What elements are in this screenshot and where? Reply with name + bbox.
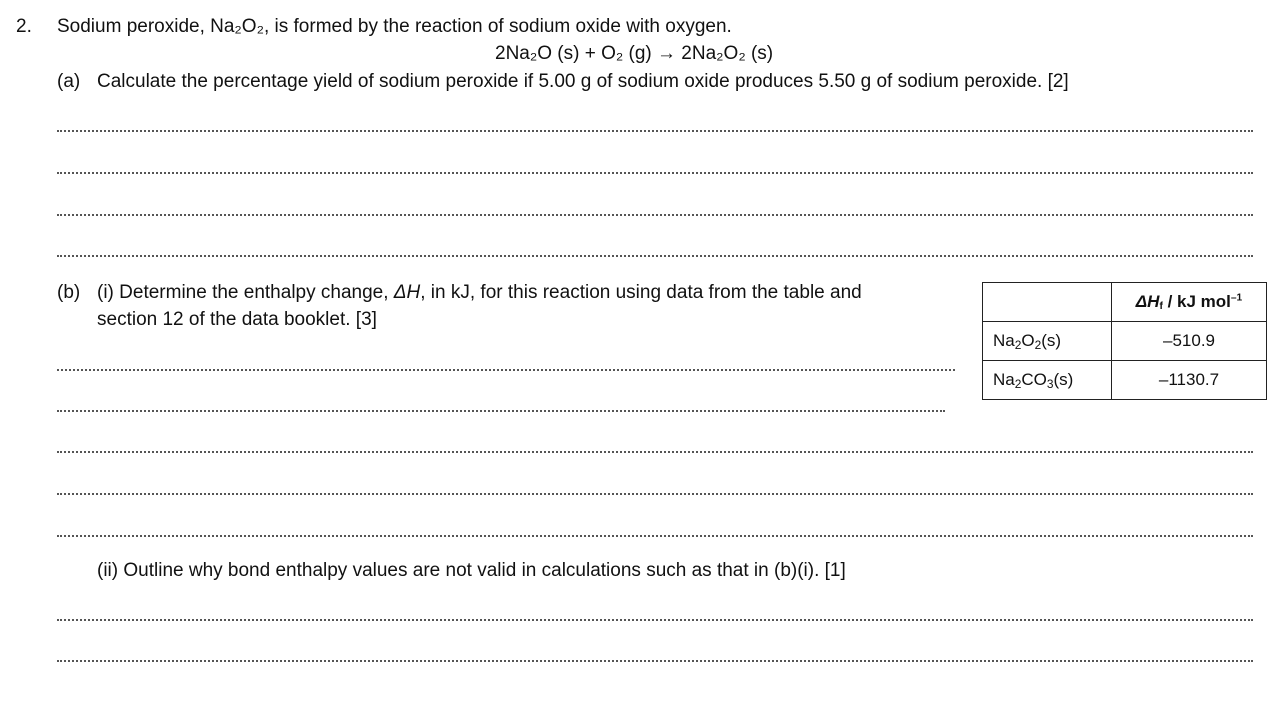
answer-line-b4[interactable] (57, 493, 1253, 495)
table-row (983, 322, 1267, 361)
part-b-i-text-start: (i) Determine the enthalpy change, (97, 282, 394, 303)
part-a-label: (a) (57, 71, 81, 92)
formula-sub: 2 (1034, 337, 1042, 352)
header-unit: / kJ mol (1162, 292, 1231, 311)
formula-part: Na (993, 330, 1015, 350)
header-sup: –1 (1230, 292, 1243, 304)
answer-line-b1[interactable] (57, 369, 955, 371)
answer-line-a3[interactable] (57, 214, 1253, 216)
question-number: 2. (16, 16, 32, 37)
answer-line-a1[interactable] (57, 130, 1253, 132)
table-header-empty (983, 283, 1112, 322)
answer-line-a4[interactable] (57, 255, 1253, 257)
formula-part: Na (993, 369, 1015, 389)
answer-line-b5[interactable] (57, 535, 1253, 537)
part-b-ii-question: (ii) Outline why bond enthalpy values are not valid in calculations such as that in (b)(i). [1] (97, 560, 846, 581)
header-sub-f: f (1159, 301, 1163, 312)
reaction-equation: 2Na₂O (s) + O₂ (g) → 2Na₂O₂ (s) (495, 43, 774, 64)
formula-state: (s) (1053, 369, 1074, 389)
table-header-row (983, 283, 1267, 322)
formula-sub: 2 (1014, 376, 1022, 391)
formula-part: CO (1021, 369, 1047, 389)
enthalpy-symbol: ΔH (393, 282, 421, 303)
formula-part: O (1021, 330, 1035, 350)
question-intro: Sodium peroxide, Na₂O₂, is formed by the reaction of sodium oxide with oxygen. (57, 16, 732, 37)
table-header-enthalpy (1112, 283, 1267, 322)
answer-line-b3[interactable] (57, 451, 1253, 453)
formula-sub: 2 (1014, 337, 1022, 352)
table-cell-value: –510.9 (1112, 322, 1267, 361)
formula-sub: 3 (1046, 376, 1054, 391)
header-delta-h: ΔH (1135, 292, 1160, 311)
answer-line-a2[interactable] (57, 172, 1253, 174)
table-cell-value: –1130.7 (1112, 361, 1267, 400)
answer-line-b2[interactable] (57, 410, 945, 412)
formula-state: (s) (1041, 330, 1062, 350)
table-cell-compound (983, 361, 1112, 400)
part-b-i-line1 (97, 282, 862, 304)
enthalpy-data-table (982, 282, 1267, 400)
part-b-label: (b) (57, 282, 81, 303)
answer-line-b7[interactable] (57, 660, 1253, 662)
part-b-i-text-end: , in kJ, for this reaction using data from the table and (420, 282, 862, 303)
table-cell-compound (983, 322, 1112, 361)
table-row (983, 361, 1267, 400)
answer-line-b6[interactable] (57, 619, 1253, 621)
part-a-question: Calculate the percentage yield of sodium peroxide if 5.00 g of sodium oxide produces 5.50 g of sodium peroxide. [2] (97, 71, 1069, 92)
part-b-i-line2: section 12 of the data booklet. [3] (97, 309, 377, 330)
